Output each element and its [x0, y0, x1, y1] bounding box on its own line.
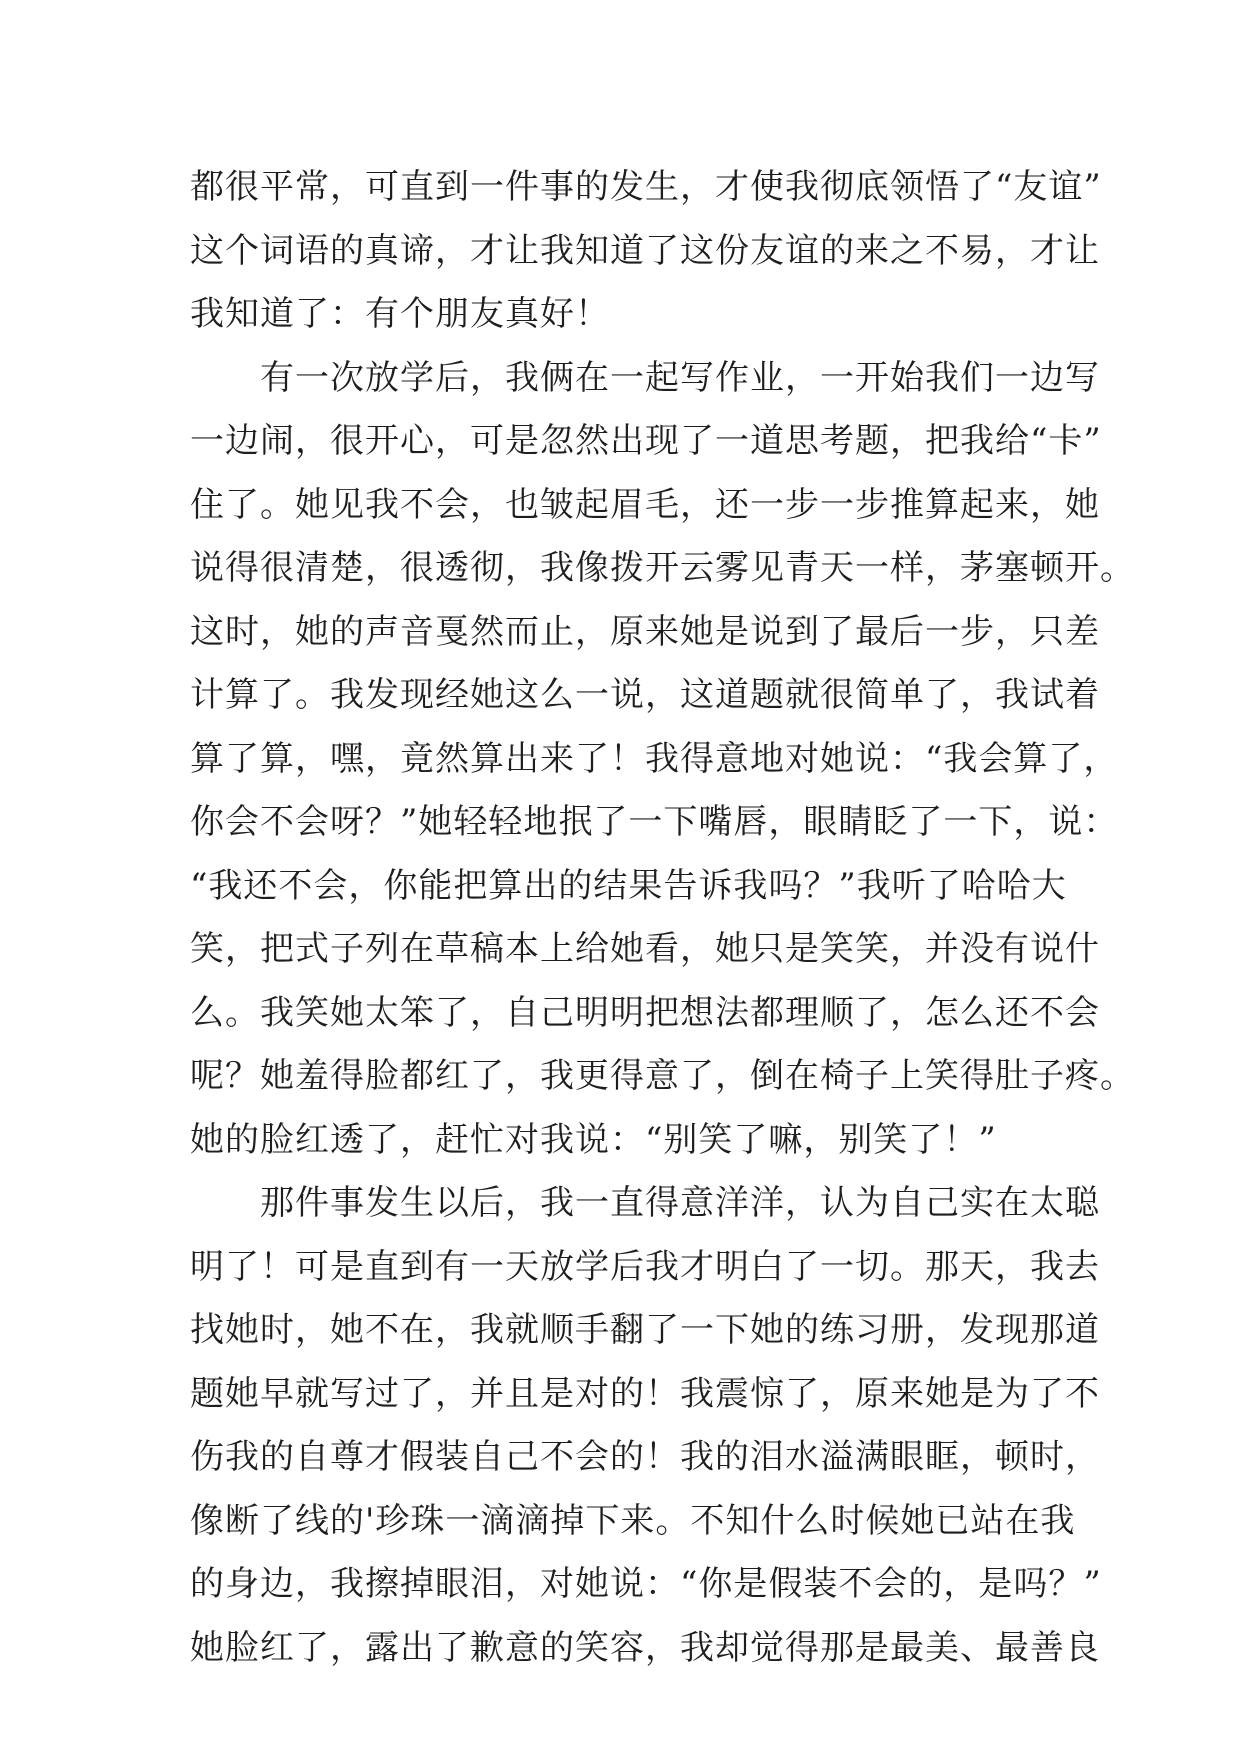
text-line: 她的脸红透了，赶忙对我说：“别笑了嘛，别笑了！” [190, 1119, 997, 1160]
text-line: 你会不会呀？”她轻轻地抿了一下嘴唇，眼睛眨了一下，说： [190, 802, 1119, 842]
text-line: 我知道了：有个朋友真好！ [190, 294, 610, 334]
text-line: 算了算，嘿，竟然算出来了！我得意地对她说：“我会算了， [190, 738, 1119, 779]
text-line: 这个词语的真谛，才让我知道了这份友谊的来之不易，才让 [190, 230, 1100, 271]
text-line: “我还不会，你能把算出的结果告诉我吗？”我听了哈哈大 [190, 865, 1067, 906]
text-line: 的身边，我擦掉眼泪，对她说：“你是假装不会的，是吗？” [190, 1564, 1102, 1604]
text-line: 计算了。我发现经她这么一说，这道题就很简单了，我试着 [190, 675, 1100, 715]
text-line: 那件事发生以后，我一直得意洋洋，认为自己实在太聪 [190, 1183, 1100, 1223]
text-line: 题她早就写过了，并且是对的！我震惊了，原来她是为了不 [190, 1373, 1100, 1414]
text-line: 都很平常，可直到一件事的发生，才使我彻底领悟了“友谊” [190, 167, 1102, 207]
text-line: 说得很清楚，很透彻，我像拨开云雾见青天一样，茅塞顿开。 [190, 548, 1135, 588]
text-line: 一边闹，很开心，可是忽然出现了一道思考题，把我给“卡” [190, 421, 1102, 461]
text-line: 伤我的自尊才假装自己不会的！我的泪水溢满眼眶，顿时， [190, 1437, 1100, 1477]
text-line: 么。我笑她太笨了，自己明明把想法都理顺了，怎么还不会 [190, 992, 1100, 1033]
text-line: 像断了线的'珍珠一滴滴掉下来。不知什么时候她已站在我 [190, 1500, 1076, 1541]
text-line: 找她时，她不在，我就顺手翻了一下她的练习册，发现那道 [190, 1310, 1100, 1350]
text-line: 笑，把式子列在草稿本上给她看，她只是笑笑，并没有说什 [190, 929, 1100, 969]
text-line: 明了！可是直到有一天放学后我才明白了一切。那天，我去 [190, 1246, 1100, 1287]
text-line: 呢？她羞得脸都红了，我更得意了，倒在椅子上笑得肚子疼。 [190, 1056, 1135, 1096]
text-line: 有一次放学后，我俩在一起写作业，一开始我们一边写 [190, 357, 1100, 398]
text-line: 住了。她见我不会，也皱起眉毛，还一步一步推算起来，她 [190, 484, 1100, 525]
text-line: 她脸红了，露出了歉意的笑容，我却觉得那是最美、最善良 [190, 1627, 1100, 1668]
body-text [190, 156, 1135, 1680]
text-line: 这时，她的声音戛然而止，原来她是说到了最后一步，只差 [190, 611, 1100, 652]
